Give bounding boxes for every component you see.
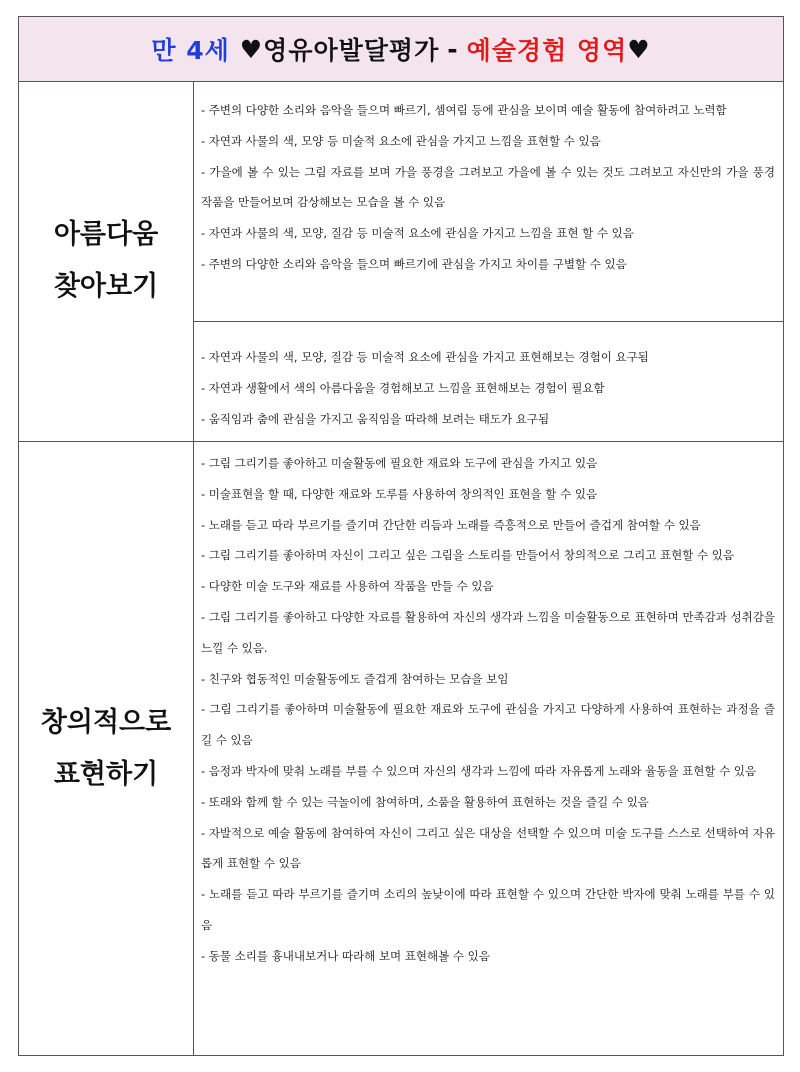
heart-icon: ♥ xyxy=(627,34,651,64)
list-item: - 주변의 다양한 소리와 음악을 들으며 빠르기에 관심을 가지고 차이를 구별할 수 있음 xyxy=(201,256,627,271)
section-label-line: 창의적으로 xyxy=(40,706,172,738)
list-item: - 노래를 듣고 따라 부르기를 즐기며 간단한 리듬과 노래를 즉흥적으로 만들어 즐겁게 참여할 수 있음 xyxy=(201,517,701,532)
list-item: - 미술표현을 할 때, 다양한 재료와 도루를 사용하여 창의적인 표현을 할 수 있음 xyxy=(201,486,598,501)
list-item: - 노래를 듣고 따라 부르기를 즐기며 소리의 높낮이에 따라 표현할 수 있으며 간단한 박자에 맞춰 노래를 부를 수 있음 xyxy=(201,887,775,932)
section-label-line: 찾아보기 xyxy=(53,271,159,302)
strengths-list xyxy=(193,442,783,1055)
section-label-line: 아름다움 xyxy=(53,219,159,250)
title-area: 예술경험 영역 xyxy=(466,36,628,65)
list-item: - 자발적으로 예술 활동에 참여하여 자신이 그리고 싶은 대상을 선택할 수 있으며 미술 도구를 스스로 선택하여 자유롭게 표현할 수 있음 xyxy=(201,825,775,871)
list-item: - 그림 그리기를 좋아하고 미술활동에 필요한 재료와 도구에 관심을 가지고 있음 xyxy=(201,456,598,470)
needs-list xyxy=(193,322,783,441)
list-item: - 움직임과 춤에 관심을 가지고 움직임을 따라해 보려는 태도가 요구됨 xyxy=(201,411,550,426)
section-label xyxy=(19,442,194,1055)
list-item: - 자연과 사물의 색, 모양 등 미술적 요소에 관심을 가지고 느낌을 표현할 수 있음 xyxy=(201,133,601,148)
list-item: - 주변의 다양한 소리와 음악을 들으며 빠르기, 셈여림 등에 관심을 보이며 예술 활동에 참여하려고 노력함 xyxy=(201,103,727,117)
list-item: - 또래와 함께 할 수 있는 극놀이에 참여하며, 소품을 활용하여 표현하는 것을 즐길 수 있음 xyxy=(201,794,649,809)
list-item: - 다양한 미술 도구와 재료를 사용하여 작품을 만들 수 있음 xyxy=(201,579,494,594)
section-content xyxy=(193,442,783,1055)
section-label xyxy=(19,81,194,441)
section-creative xyxy=(19,442,783,1055)
section-beauty xyxy=(19,81,783,442)
list-item: - 자연과 사물의 색, 모양, 질감 등 미술적 요소에 관심을 가지고 표현해보는 경험이 요구됨 xyxy=(201,350,649,364)
strengths-list xyxy=(193,81,783,322)
title-main: 영유아발달평가 xyxy=(263,36,440,65)
list-item: - 친구와 협동적인 미술활동에도 즐겁게 참여하는 모습을 보임 xyxy=(201,671,509,686)
title-dash: - xyxy=(447,34,459,64)
heart-icon: ♥ xyxy=(239,34,264,64)
section-content xyxy=(193,81,783,441)
list-item: - 자연과 생활에서 색의 아름다움을 경험해보고 느낌을 표현해보는 경험이 필요함 xyxy=(201,380,605,395)
evaluation-sheet xyxy=(18,16,784,1056)
section-label-line: 표현하기 xyxy=(53,758,159,790)
list-item: - 가을에 볼 수 있는 그림 자료를 보며 가을 풍경을 그려보고 가을에 볼 수 있는 것도 그려보고 자신만의 가을 풍경 작품을 만들어보며 감상해보는 모습을 볼 수 있음 xyxy=(201,164,775,210)
list-item: - 그림 그리기를 좋아하고 다양한 자료를 활용하여 자신의 생각과 느낌을 미술활동으로 표현하며 만족감과 성취감을 느낄 수 있음. xyxy=(201,609,775,655)
list-item: - 자연과 사물의 색, 모양, 질감 등 미술적 요소에 관심을 가지고 느낌을 표현 할 수 있음 xyxy=(201,226,634,241)
list-item: - 그림 그리기를 좋아하며 미술활동에 필요한 재료와 도구에 관심을 가지고 다양하게 사용하여 표현하는 과정을 즐길 수 있음 xyxy=(201,702,775,748)
list-item: - 동물 소리를 흉내내보거나 따라해 보며 표현해볼 수 있음 xyxy=(201,948,490,963)
list-item: - 그림 그리기를 좋아하며 자신이 그리고 싶은 그림을 스토리를 만들어서 창의적으로 그리고 표현할 수 있음 xyxy=(201,548,735,563)
list-item: - 음정과 박자에 맞춰 노래를 부를 수 있으며 자신의 생각과 느낌에 따라 자유롭게 노래와 율동을 표현할 수 있음 xyxy=(201,763,757,778)
title-age: 만 4세 xyxy=(151,36,230,65)
page-title xyxy=(19,17,783,82)
